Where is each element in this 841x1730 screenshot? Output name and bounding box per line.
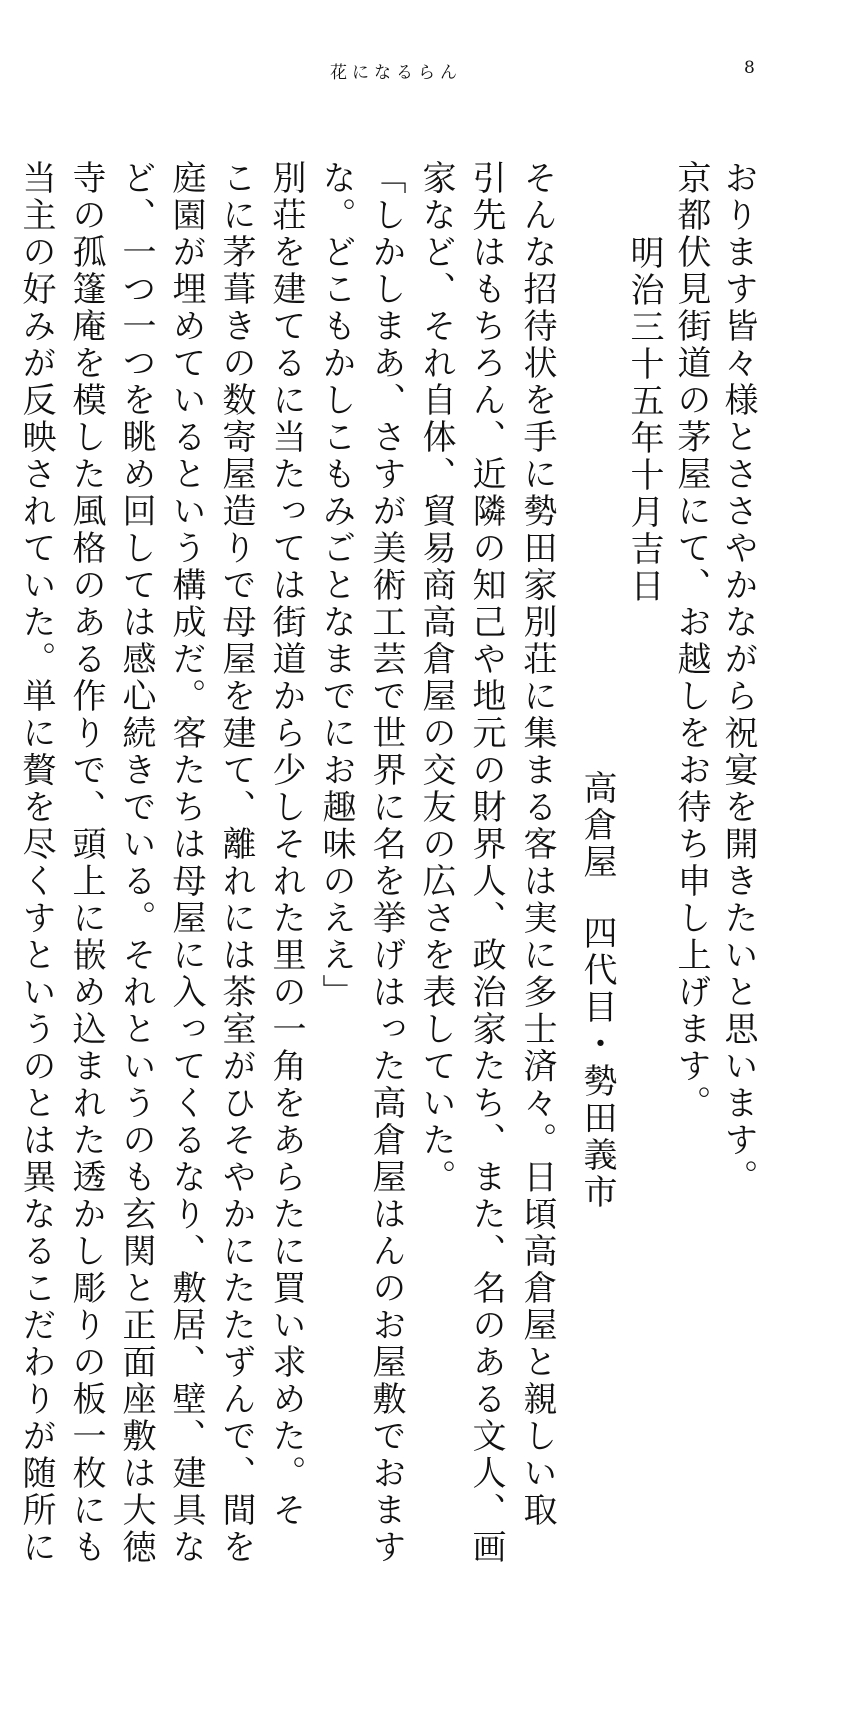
text-column-2: 京都伏見街道の茅屋にて、お越しをお待ち申し上げます。	[671, 160, 711, 1122]
text-column-1: おります皆々様とささやかながら祝宴を開きたいと思います。	[718, 160, 758, 1196]
text-column-13: ど、一つ一つを眺め回しては感心続きでいる。それというのも玄関と正面座敷は大徳	[116, 160, 156, 1566]
text-column-6: 引先はもちろん、近隣の知己や地元の財界人、政治家たち、また、名のある文人、画	[466, 160, 506, 1566]
signature-company: 高倉屋	[577, 770, 617, 881]
signature-name: 四代目・勢田義市	[577, 915, 617, 1211]
text-column-12: 庭園が埋めているという構成だ。客たちは母屋に入ってくるなり、敷居、壁、建具な	[166, 160, 206, 1566]
text-column-8: 「しかしまあ、さすが美術工芸で世界に名を挙げはった高倉屋はんのお屋敷でおます	[366, 160, 406, 1566]
text-column-5: そんな招待状を手に勢田家別荘に集まる客は実に多士済々。日頃高倉屋と親しい取	[517, 160, 557, 1529]
text-column-14: 寺の孤篷庵を模した風格のある作りで、頭上に嵌め込まれた透かし彫りの板一枚にも	[66, 160, 106, 1566]
invitation-date: 明治三十五年十月吉日	[624, 235, 664, 605]
page-number: 8	[744, 58, 755, 78]
text-column-10: 別荘を建てるに当たっては街道から少しそれた里の一角をあらたに買い求めた。そ	[266, 160, 306, 1529]
text-column-7: 家など、それ自体、貿易商高倉屋の交友の広さを表していた。	[416, 160, 456, 1196]
text-column-15: 当主の好みが反映されていた。単に贅を尽くすというのとは異なるこだわりが随所に	[16, 160, 56, 1566]
invitation-signature	[575, 770, 619, 1730]
running-title: 花になるらん	[330, 63, 462, 83]
text-column-9: な。どこもかしこもみごとなまでにお趣味のええ」	[316, 160, 356, 1011]
page-header	[0, 58, 841, 88]
text-column-11: こに茅葺きの数寄屋造りで母屋を建て、離れには茶室がひそやかにたたずんで、間を	[216, 160, 256, 1566]
